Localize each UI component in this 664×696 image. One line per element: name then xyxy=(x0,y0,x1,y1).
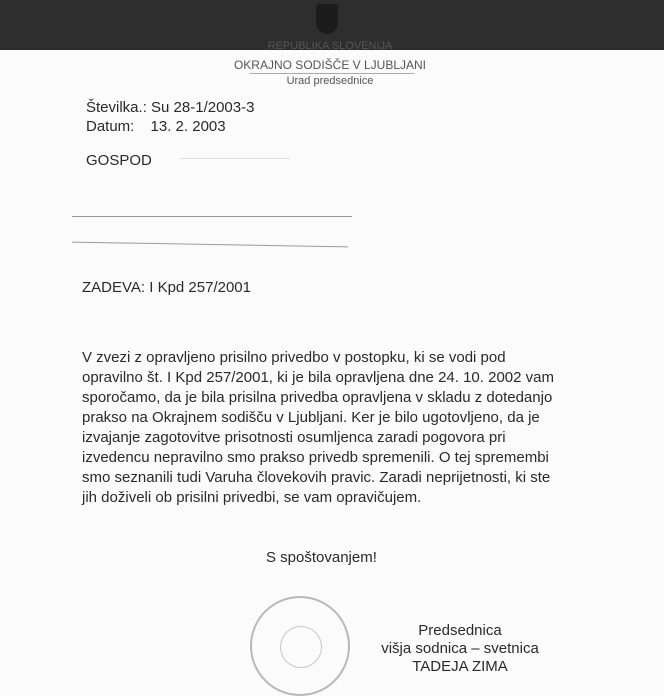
stamp-inner-ring xyxy=(280,626,322,668)
court-stamp xyxy=(250,596,350,696)
address-line xyxy=(72,216,352,217)
case-number xyxy=(86,99,254,116)
body-line: jih doživeli ob prisilni privedbi, se vam opravičujem. xyxy=(82,489,422,506)
date-label: Datum: xyxy=(86,118,135,135)
date xyxy=(86,118,226,135)
body-line: smo seznanili tudi Varuha človekovih pravic. Zaradi neprijetnosti, ki ste xyxy=(82,469,551,486)
signature-name: TADEJA ZIMA xyxy=(412,658,508,675)
closing: S spoštovanjem! xyxy=(266,549,377,566)
body-line: sporočamo, da je bila prisilna privedba opravljena v skladu z dotedanjo xyxy=(82,389,553,406)
body-line: V zvezi z opravljeno prisilno privedbo v postopku, ki se vodi pod xyxy=(82,349,506,366)
signature-role: višja sodnica – svetnica xyxy=(381,640,539,657)
date-value: 13. 2. 2003 xyxy=(150,118,226,135)
subject: ZADEVA: I Kpd 257/2001 xyxy=(82,279,251,296)
body-line: izvajanje zagotovitve prisotnosti osumljenca zaradi pogovora pri xyxy=(82,429,506,446)
letterhead-rule xyxy=(250,73,414,74)
body-line: opravilno št. I Kpd 257/2001, ki je bila opravljena dne 24. 10. 2002 vam xyxy=(82,369,554,386)
coat-of-arms-icon xyxy=(316,4,338,34)
case-number-value: Su 28-1/2003-3 xyxy=(151,99,255,116)
body-line: prakso na Okrajnem sodišču v Ljubljani. Ker je bilo ugotovljeno, da je xyxy=(82,409,540,426)
redaction-line xyxy=(180,158,290,159)
recipient: GOSPOD xyxy=(86,152,152,169)
letterhead-office: Urad predsednice xyxy=(286,75,374,87)
letterhead-court: OKRAJNO SODIŠČE V LJUBLJANI xyxy=(233,58,427,72)
signature-block xyxy=(360,622,560,676)
letterhead-country: REPUBLIKA SLOVENIJA xyxy=(267,40,393,52)
address-line xyxy=(72,242,348,248)
signature-title: Predsednica xyxy=(418,622,502,639)
letter-body xyxy=(82,348,554,508)
case-number-label: Številka.: xyxy=(86,99,147,116)
body-line: izvedencu nepravilno smo prakso privedb spremenili. O tej spremembi xyxy=(82,449,549,466)
